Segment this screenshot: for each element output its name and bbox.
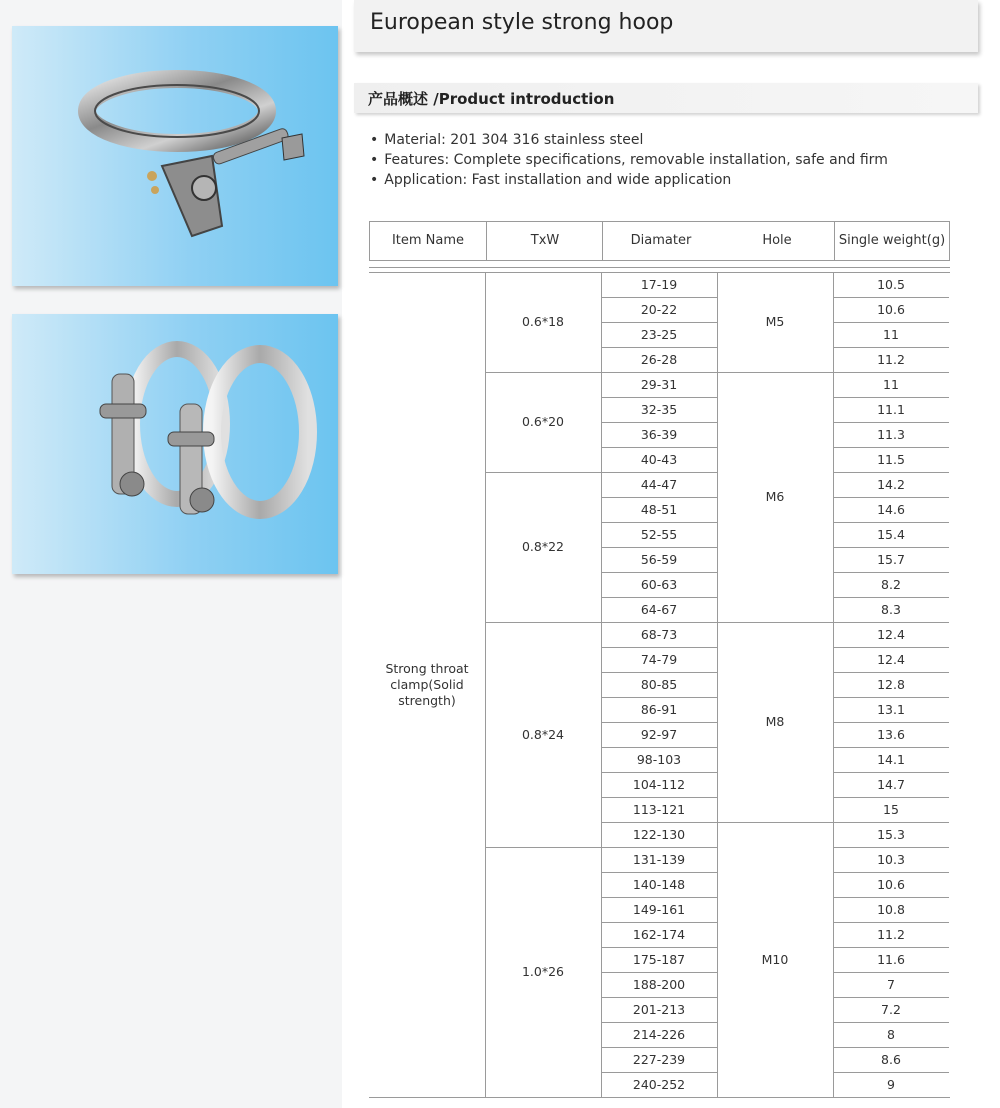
weight-cell: 14.1 bbox=[877, 751, 905, 767]
weight-cell: 10.6 bbox=[877, 301, 905, 317]
diameter-cell: 23-25 bbox=[640, 326, 678, 342]
weight-cell: 8.6 bbox=[881, 1051, 901, 1067]
diameter-cell: 140-148 bbox=[632, 876, 686, 892]
weight-cell: 10.6 bbox=[877, 876, 905, 892]
feature-item: • Application: Fast installation and wide application bbox=[370, 170, 888, 190]
diameter-cell: 20-22 bbox=[640, 301, 678, 317]
txw-cell: 0.6*20 bbox=[521, 414, 565, 429]
diameter-cell: 227-239 bbox=[632, 1051, 686, 1067]
diameter-cell: 60-63 bbox=[640, 576, 678, 592]
diameter-cell: 74-79 bbox=[640, 651, 678, 667]
txw-group-divider bbox=[485, 847, 601, 848]
feature-item: • Material: 201 304 316 stainless steel bbox=[370, 130, 888, 150]
hole-group-divider bbox=[717, 372, 833, 373]
table-gap-line bbox=[369, 267, 950, 268]
diameter-cell: 214-226 bbox=[632, 1026, 686, 1042]
hole-group-divider bbox=[717, 622, 833, 623]
left-image-column bbox=[0, 0, 342, 1108]
weight-cell: 12.4 bbox=[877, 626, 905, 642]
weight-cell: 15.3 bbox=[877, 826, 905, 842]
diameter-cell: 175-187 bbox=[632, 951, 686, 967]
diameter-cell: 44-47 bbox=[640, 476, 678, 492]
weight-cell: 12.4 bbox=[877, 651, 905, 667]
table-header bbox=[369, 221, 950, 261]
weight-cell: 9 bbox=[887, 1076, 895, 1092]
diameter-cell: 86-91 bbox=[640, 701, 678, 717]
txw-group-divider bbox=[485, 472, 601, 473]
txw-cell: 0.8*22 bbox=[521, 539, 565, 554]
diameter-cell: 113-121 bbox=[632, 801, 686, 817]
hole-cell: M6 bbox=[765, 489, 785, 504]
header-txw: TxW bbox=[530, 233, 560, 248]
feature-item: • Features: Complete specifications, removable installation, safe and firm bbox=[370, 150, 888, 170]
txw-group-divider bbox=[485, 372, 601, 373]
weight-cell: 7.2 bbox=[881, 1001, 901, 1017]
diameter-cell: 149-161 bbox=[632, 901, 686, 917]
weight-cell: 8.3 bbox=[881, 601, 901, 617]
weight-cell: 11 bbox=[883, 376, 899, 392]
diameter-cell: 162-174 bbox=[632, 926, 686, 942]
feature-list bbox=[370, 130, 888, 190]
weight-cell: 14.2 bbox=[877, 476, 905, 492]
title-box bbox=[354, 0, 978, 52]
product-photo-single-clamp bbox=[12, 26, 338, 286]
hole-group-divider bbox=[717, 822, 833, 823]
diameter-cell: 131-139 bbox=[632, 851, 686, 867]
diameter-cell: 29-31 bbox=[640, 376, 678, 392]
txw-group-divider bbox=[485, 622, 601, 623]
diameter-cell: 40-43 bbox=[640, 451, 678, 467]
weight-cell: 13.6 bbox=[877, 726, 905, 742]
weight-cell: 11 bbox=[883, 326, 899, 342]
diameter-cell: 80-85 bbox=[640, 676, 678, 692]
weight-cell: 15.7 bbox=[877, 551, 905, 567]
diameter-cell: 64-67 bbox=[640, 601, 678, 617]
section-heading: 产品概述 /Product introduction bbox=[368, 90, 615, 108]
weight-cell: 12.8 bbox=[877, 676, 905, 692]
hole-cell: M10 bbox=[761, 951, 789, 967]
weight-cell: 8 bbox=[887, 1026, 895, 1042]
weight-cell: 7 bbox=[887, 976, 895, 992]
txw-cell: 0.8*24 bbox=[521, 726, 565, 742]
diameter-cell: 26-28 bbox=[640, 351, 678, 367]
weight-cell: 11.1 bbox=[877, 401, 905, 417]
diameter-cell: 122-130 bbox=[632, 826, 686, 842]
weight-cell: 11.2 bbox=[877, 351, 905, 367]
weight-cell: 11.6 bbox=[877, 951, 905, 967]
table-bottom-border bbox=[369, 1097, 950, 1098]
product-photo-two-clamps bbox=[12, 314, 338, 574]
weight-cell: 10.5 bbox=[877, 276, 905, 292]
diameter-cell: 56-59 bbox=[640, 551, 678, 567]
diameter-cell: 52-55 bbox=[640, 526, 678, 542]
weight-cell: 11.3 bbox=[877, 426, 905, 442]
section-bar bbox=[354, 83, 978, 113]
weight-cell: 14.6 bbox=[877, 501, 905, 517]
weight-cell: 10.8 bbox=[877, 901, 905, 917]
weight-cell: 11.2 bbox=[877, 926, 905, 942]
diameter-cell: 201-213 bbox=[632, 1001, 686, 1017]
item-name-cell: Strong throat clamp(Solid strength) bbox=[385, 660, 469, 708]
page-title: European style strong hoop bbox=[370, 10, 674, 35]
diameter-cell: 68-73 bbox=[640, 626, 678, 642]
weight-cell: 13.1 bbox=[877, 701, 905, 717]
weight-cell: 11.5 bbox=[877, 451, 905, 467]
txw-cell: 0.6*18 bbox=[521, 314, 565, 329]
weight-cell: 14.7 bbox=[877, 776, 905, 792]
diameter-cell: 92-97 bbox=[640, 726, 678, 742]
diameter-cell: 48-51 bbox=[640, 501, 678, 517]
hole-cell: M8 bbox=[765, 714, 785, 729]
diameter-cell: 32-35 bbox=[640, 401, 678, 417]
diameter-cell: 240-252 bbox=[632, 1076, 686, 1092]
diameter-cell: 104-112 bbox=[632, 776, 686, 792]
header-hole: Hole bbox=[762, 233, 792, 248]
txw-cell: 1.0*26 bbox=[521, 964, 565, 979]
header-diameter: Diamater bbox=[630, 233, 692, 248]
hole-cell: M5 bbox=[765, 314, 785, 329]
header-item-name: Item Name bbox=[391, 233, 465, 248]
weight-cell: 10.3 bbox=[877, 851, 905, 867]
diameter-cell: 17-19 bbox=[640, 276, 678, 292]
diameter-cell: 36-39 bbox=[640, 426, 678, 442]
weight-cell: 15 bbox=[883, 801, 899, 817]
header-weight: Single weight(g) bbox=[838, 233, 946, 248]
weight-cell: 15.4 bbox=[877, 526, 905, 542]
diameter-cell: 98-103 bbox=[636, 751, 682, 767]
weight-cell: 8.2 bbox=[881, 576, 901, 592]
diameter-cell: 188-200 bbox=[632, 976, 686, 992]
